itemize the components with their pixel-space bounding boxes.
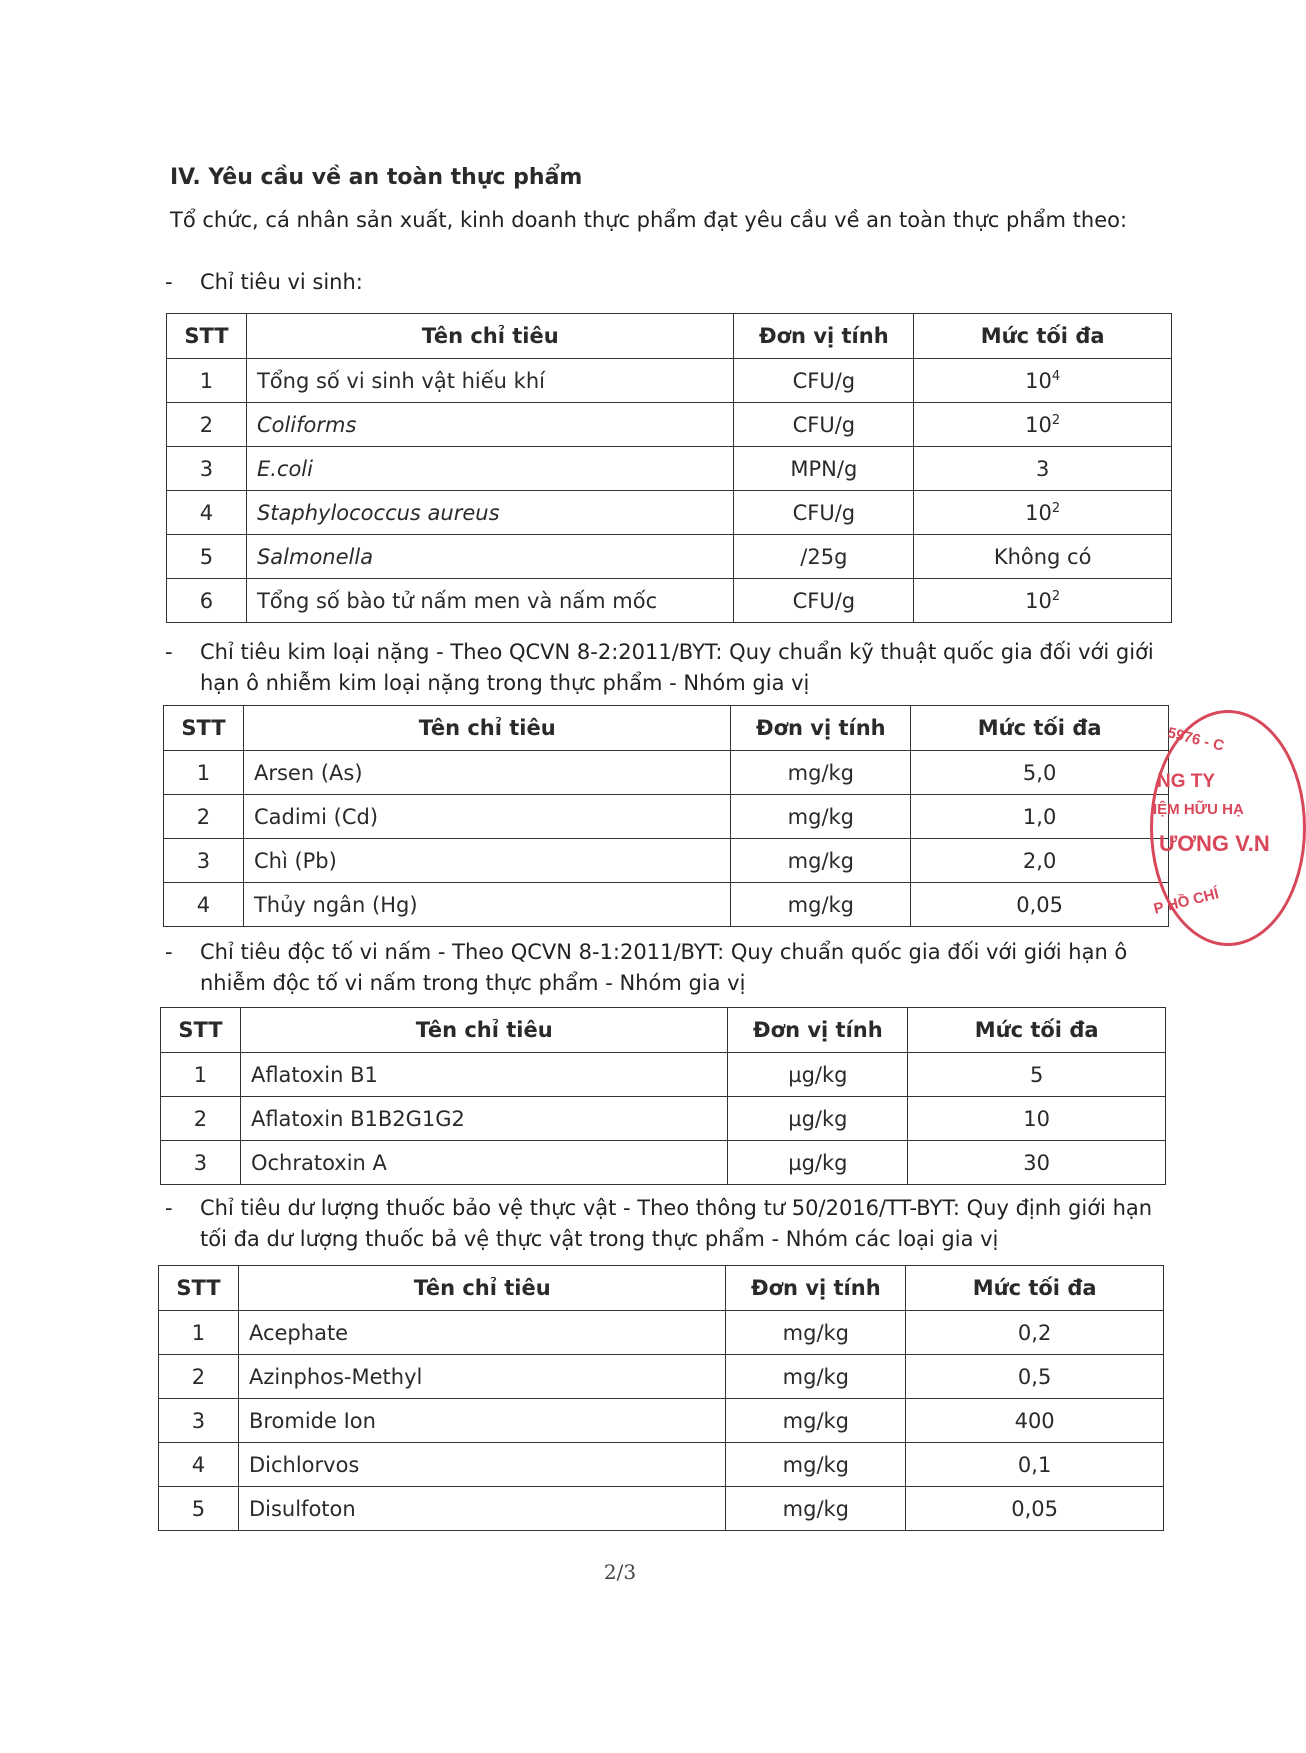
cell-max: 3 bbox=[914, 447, 1172, 491]
cell-stt: 4 bbox=[164, 883, 244, 927]
microbio-bullet bbox=[165, 267, 1175, 298]
cell-unit: mg/kg bbox=[726, 1355, 906, 1399]
value-exponent: 4 bbox=[1051, 368, 1061, 384]
col-max: Mức tối đa bbox=[906, 1266, 1164, 1311]
col-stt: STT bbox=[164, 706, 244, 751]
bullet-text: Chỉ tiêu kim loại nặng - Theo QCVN 8-2:2011/BYT: Quy chuẩn kỹ thuật quốc gia đối với giới hạn ô nhiễm kim loại nặng trong thực phẩm - Nhóm gia vị bbox=[200, 640, 1154, 695]
cell-max bbox=[914, 491, 1172, 535]
cell-unit: mg/kg bbox=[731, 839, 911, 883]
cell-max bbox=[914, 403, 1172, 447]
cell-unit: mg/kg bbox=[726, 1311, 906, 1355]
cell-name: Disulfoton bbox=[238, 1487, 725, 1531]
pesticide-bullet bbox=[165, 1193, 1175, 1255]
bullet-text: Chỉ tiêu dư lượng thuốc bảo vệ thực vật - Theo thông tư 50/2016/TT-BYT: Quy định giới hạn tối đa dư lượng thuốc bả vệ thực vật trong thực phẩm - Nhóm các loại gia vị bbox=[200, 1196, 1153, 1251]
cell-name: Thủy ngân (Hg) bbox=[243, 883, 730, 927]
cell-name: Cadimi (Cd) bbox=[243, 795, 730, 839]
cell-stt: 6 bbox=[167, 579, 247, 623]
cell-max: Không có bbox=[914, 535, 1172, 579]
cell-max bbox=[914, 579, 1172, 623]
mycotoxin-table bbox=[160, 1007, 1166, 1185]
cell-name: Coliforms bbox=[246, 403, 733, 447]
value-exponent: 2 bbox=[1051, 588, 1061, 604]
microbio-table bbox=[166, 313, 1172, 623]
cell-unit: CFU/g bbox=[734, 403, 914, 447]
cell-unit: CFU/g bbox=[734, 491, 914, 535]
bullet-dash: - bbox=[165, 940, 173, 964]
cell-name: Aflatoxin B1B2G1G2 bbox=[240, 1097, 727, 1141]
table-row bbox=[164, 883, 1169, 927]
col-unit: Đơn vị tính bbox=[726, 1266, 906, 1311]
table-row bbox=[161, 1053, 1166, 1097]
cell-unit: mg/kg bbox=[731, 883, 911, 927]
value-base: 10 bbox=[1025, 368, 1052, 393]
col-max: Mức tối đa bbox=[908, 1008, 1166, 1053]
page-number: 2/3 bbox=[603, 1560, 637, 1584]
table-row bbox=[167, 491, 1172, 535]
cell-unit: mg/kg bbox=[726, 1443, 906, 1487]
stamp-text: 5976 - C bbox=[1165, 724, 1226, 755]
cell-name: Salmonella bbox=[246, 535, 733, 579]
stamp-text: NG TY bbox=[1157, 771, 1216, 792]
table-row bbox=[167, 579, 1172, 623]
cell-stt: 1 bbox=[167, 359, 247, 403]
table-row bbox=[161, 1097, 1166, 1141]
pesticide-table bbox=[158, 1265, 1164, 1531]
col-stt: STT bbox=[161, 1008, 241, 1053]
cell-stt: 5 bbox=[159, 1487, 239, 1531]
cell-name: Bromide Ion bbox=[238, 1399, 725, 1443]
cell-name: Ochratoxin A bbox=[240, 1141, 727, 1185]
stamp-text: ƯƠNG V.N bbox=[1159, 831, 1270, 856]
cell-stt: 1 bbox=[159, 1311, 239, 1355]
cell-name: Staphylococcus aureus bbox=[246, 491, 733, 535]
cell-stt: 4 bbox=[159, 1443, 239, 1487]
cell-stt: 3 bbox=[161, 1141, 241, 1185]
mycotoxin-bullet bbox=[165, 937, 1175, 999]
cell-max: 5,0 bbox=[911, 751, 1169, 795]
cell-name: Aflatoxin B1 bbox=[240, 1053, 727, 1097]
cell-max: 30 bbox=[908, 1141, 1166, 1185]
cell-stt: 2 bbox=[159, 1355, 239, 1399]
table-row bbox=[159, 1355, 1164, 1399]
intro-paragraph: Tổ chức, cá nhân sản xuất, kinh doanh thực phẩm đạt yêu cầu về an toàn thực phẩm theo: bbox=[170, 208, 1128, 232]
table-row bbox=[167, 535, 1172, 579]
cell-unit: mg/kg bbox=[726, 1487, 906, 1531]
cell-name: Arsen (As) bbox=[243, 751, 730, 795]
cell-stt: 2 bbox=[161, 1097, 241, 1141]
cell-max: 400 bbox=[906, 1399, 1164, 1443]
cell-stt: 1 bbox=[161, 1053, 241, 1097]
cell-stt: 4 bbox=[167, 491, 247, 535]
table-row bbox=[159, 1311, 1164, 1355]
cell-unit: mg/kg bbox=[726, 1399, 906, 1443]
col-stt: STT bbox=[167, 314, 247, 359]
col-max: Mức tối đa bbox=[911, 706, 1169, 751]
cell-unit: mg/kg bbox=[731, 751, 911, 795]
cell-name: E.coli bbox=[246, 447, 733, 491]
cell-stt: 3 bbox=[159, 1399, 239, 1443]
cell-unit: µg/kg bbox=[728, 1141, 908, 1185]
cell-stt: 3 bbox=[167, 447, 247, 491]
table-row bbox=[164, 839, 1169, 883]
table-header-row bbox=[167, 314, 1172, 359]
bullet-text: Chỉ tiêu độc tố vi nấm - Theo QCVN 8-1:2011/BYT: Quy chuẩn quốc gia đối với giới hạn ô nhiễm độc tố vi nấm trong thực phẩm - Nhóm gia vị bbox=[200, 940, 1128, 995]
cell-unit: mg/kg bbox=[731, 795, 911, 839]
value-exponent: 2 bbox=[1051, 412, 1061, 428]
table-row bbox=[159, 1443, 1164, 1487]
col-name: Tên chỉ tiêu bbox=[238, 1266, 725, 1311]
section-title: IV. Yêu cầu về an toàn thực phẩm bbox=[170, 165, 583, 190]
value-base: 10 bbox=[1025, 588, 1052, 613]
cell-stt: 2 bbox=[164, 795, 244, 839]
col-max: Mức tối đa bbox=[914, 314, 1172, 359]
cell-unit: MPN/g bbox=[734, 447, 914, 491]
cell-max bbox=[914, 359, 1172, 403]
cell-unit: CFU/g bbox=[734, 579, 914, 623]
cell-max: 10 bbox=[908, 1097, 1166, 1141]
stamp-text: IỆM HỮU HẠ bbox=[1153, 801, 1244, 818]
bullet-dash: - bbox=[165, 270, 173, 294]
cell-stt: 3 bbox=[164, 839, 244, 883]
bullet-dash: - bbox=[165, 640, 173, 664]
table-row bbox=[159, 1487, 1164, 1531]
cell-unit: µg/kg bbox=[728, 1053, 908, 1097]
cell-stt: 1 bbox=[164, 751, 244, 795]
cell-stt: 2 bbox=[167, 403, 247, 447]
cell-max: 2,0 bbox=[911, 839, 1169, 883]
table-header-row bbox=[161, 1008, 1166, 1053]
table-header-row bbox=[159, 1266, 1164, 1311]
cell-max: 0,1 bbox=[906, 1443, 1164, 1487]
cell-max: 0,5 bbox=[906, 1355, 1164, 1399]
bullet-dash: - bbox=[165, 1196, 173, 1220]
cell-name: Azinphos-Methyl bbox=[238, 1355, 725, 1399]
value-base: 10 bbox=[1025, 412, 1052, 437]
cell-name: Chì (Pb) bbox=[243, 839, 730, 883]
table-row bbox=[167, 447, 1172, 491]
cell-unit: µg/kg bbox=[728, 1097, 908, 1141]
table-header-row bbox=[164, 706, 1169, 751]
col-name: Tên chỉ tiêu bbox=[240, 1008, 727, 1053]
col-unit: Đơn vị tính bbox=[734, 314, 914, 359]
table-row bbox=[167, 403, 1172, 447]
cell-name: Tổng số bào tử nấm men và nấm mốc bbox=[246, 579, 733, 623]
table-row bbox=[161, 1141, 1166, 1185]
cell-max: 0,05 bbox=[906, 1487, 1164, 1531]
cell-stt: 5 bbox=[167, 535, 247, 579]
table-row bbox=[167, 359, 1172, 403]
table-row bbox=[159, 1399, 1164, 1443]
cell-unit: /25g bbox=[734, 535, 914, 579]
value-base: 10 bbox=[1025, 500, 1052, 525]
cell-unit: CFU/g bbox=[734, 359, 914, 403]
value-exponent: 2 bbox=[1051, 500, 1061, 516]
col-stt: STT bbox=[159, 1266, 239, 1311]
cell-name: Tổng số vi sinh vật hiếu khí bbox=[246, 359, 733, 403]
col-name: Tên chỉ tiêu bbox=[246, 314, 733, 359]
stamp-text: P HỒ CHÍ bbox=[1151, 885, 1221, 918]
cell-name: Acephate bbox=[238, 1311, 725, 1355]
table-row bbox=[164, 751, 1169, 795]
cell-name: Dichlorvos bbox=[238, 1443, 725, 1487]
company-stamp bbox=[1150, 710, 1306, 946]
bullet-text: Chỉ tiêu vi sinh: bbox=[200, 270, 363, 294]
col-name: Tên chỉ tiêu bbox=[243, 706, 730, 751]
metals-table bbox=[163, 705, 1169, 927]
table-row bbox=[164, 795, 1169, 839]
cell-max: 1,0 bbox=[911, 795, 1169, 839]
cell-max: 5 bbox=[908, 1053, 1166, 1097]
col-unit: Đơn vị tính bbox=[731, 706, 911, 751]
metals-bullet bbox=[165, 637, 1175, 699]
col-unit: Đơn vị tính bbox=[728, 1008, 908, 1053]
cell-max: 0,2 bbox=[906, 1311, 1164, 1355]
cell-max: 0,05 bbox=[911, 883, 1169, 927]
